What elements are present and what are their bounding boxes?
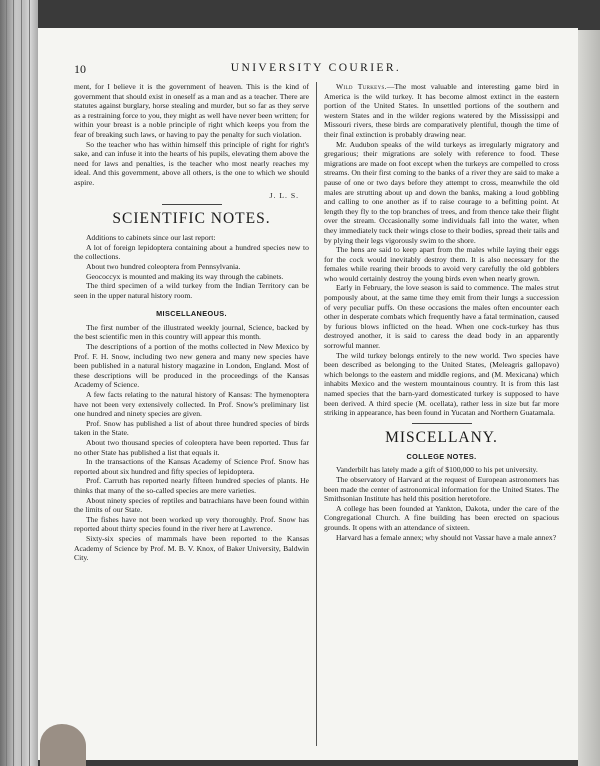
miscellaneous-paragraph: Prof. Carruth has reported nearly fifteen hundred species of plants. He thinks that many of the so-called species are mere varieties. (74, 476, 309, 495)
miscellaneous-paragraph: In the transactions of the Kansas Academy of Science Prof. Snow has reported about six hundred and fifty species of lepidoptera. (74, 457, 309, 476)
scientific-note-paragraph: Additions to cabinets since our last report: (86, 233, 216, 243)
next-page-edge (578, 30, 600, 766)
miscellaneous-heading: MISCELLANEOUS. (156, 309, 227, 319)
article-continuation-p2: So the teacher who has within himself this principle of right for right's sake, and can infuse it into the hearts of his pupils, elevating them above the need for laws and penalties, is the teacher who most nearly reaches my ideal. And this government, above all others, is the one to which we should aspire. (74, 139, 309, 187)
page-number: 10 (74, 62, 86, 76)
wild-turkeys-paragraph: The wild turkey belongs entirely to the new world. Two species have been described as belonging to the United States, (Meleagris gallopavo) which belongs to the eastern and middle regions, and (M. Mexicana) which inhabits Mexico and the western mountainous country. It is from this last named species that the barn-yard domesticated turkey is supposed to have been derived. A third specie (M. ocellata), rather less in size but far more striking in appearance, has been found in Yucatan and Northern Guatamala. (324, 350, 559, 418)
college-note-paragraph: A college has been founded at Yankton, Dakota, under the care of the Congregational Church. A fine building has been erected on spacious grounds. It opens with an attendance of sixteen. (324, 503, 559, 532)
scientific-notes-body (74, 233, 309, 300)
wild-turkeys-paragraph: Mr. Audubon speaks of the wild turkeys as irregularly migratory and gregarious; their migrations are solely with reference to food. These migrations are made on foot except when the turkeys are compelled to cross streams. On their first coming to the banks of a river they are said to make a pause of one or two days before they attempt to cross, meanwhile the old males are strutting about up and down the banks, making a loud gobbling and calling to one another as if to raise courage to a befitting point. At length they fly to the top branches of trees, and from thence take their flight over the stream. Occasionally some individuals fall into the water, when they immediately tuck their wings close to their bodies, spread their tails and by plying their legs vigorously swim to the shore. (324, 139, 559, 245)
scientific-notes-heading: SCIENTIFIC NOTES. (112, 210, 271, 228)
thumb (40, 724, 86, 766)
book-binding (0, 0, 38, 766)
left-column (74, 82, 309, 760)
college-notes-body (324, 465, 559, 542)
wild-turkeys-lead-paragraph: Wild Turkeys.—The most valuable and interesting game bird in America is the wild turkey. It has become almost extinct in the eastern portion of the United States. In unsettled portions of the southern and western States and in the wilder regions watered by the Mississippi and Missouri rivers, these birds are comparatively plentiful, though the time of their final extinction is probably drawing near. (324, 82, 559, 139)
scientific-note-paragraph: Geococcyx is mounted and making its way through the cabinets. (86, 271, 284, 281)
page-header (74, 62, 558, 78)
college-note-paragraph: The observatory of Harvard at the request of European astronomers has been made the center of astronomical information for the United States. The Smithsonian Institute has held this position heretofore. (324, 474, 559, 504)
college-notes-heading: COLLEGE NOTES. (406, 451, 477, 461)
miscellaneous-paragraph: About two thousand species of coleoptera have been reported. Thus far no other State has published a list that equals it. (74, 438, 309, 457)
miscellaneous-paragraph: Prof. Snow has published a list of about three hundred species of birds taken in the State. (74, 418, 309, 438)
miscellaneous-paragraph: A few facts relating to the natural history of Kansas: The hymenoptera have not been very extensively collected. In Prof. Snow's preliminary list one hundred and ninety species are given. (74, 390, 309, 419)
miscellaneous-paragraph: Sixty-six species of mammals have been reported to the Kansas Academy of Science by Prof. M. B. V. Knox, of Baker University, Baldwin City. (74, 533, 309, 563)
wild-turkeys-heading: Wild Turkeys. (336, 82, 387, 91)
miscellaneous-paragraph: The fishes have not been worked up very thoroughly. Prof. Snow has reported about thirty species found in the river here at Lawrence. (74, 514, 309, 534)
column-rule (316, 82, 317, 746)
miscellany-heading: MISCELLANY. (385, 428, 498, 446)
scientific-note-paragraph: About two hundred coleoptera from Pennsylvania. (86, 261, 241, 271)
wild-turkeys-body (324, 140, 559, 418)
right-column (324, 82, 559, 760)
section-divider (412, 423, 472, 424)
miscellaneous-body (74, 323, 309, 563)
wild-turkeys-paragraph: The hens are said to keep apart from the males while laying their eggs for the cock would inevitably destroy them. It is also necessary for the females while rearing their broods to avoid very carefully the old gobblers who would certainly destroy the young birds even when nearly grown. (324, 245, 559, 283)
miscellaneous-paragraph: About ninety species of reptiles and batrachians have been found within the limits of our State. (74, 495, 309, 515)
scientific-note-paragraph: A lot of foreign lepidoptera containing about a hundred species new to the collections. (74, 242, 309, 262)
miscellaneous-paragraph: The first number of the illustrated weekly journal, Science, backed by the best scientific men in this country will appear this month. (74, 322, 309, 342)
wild-turkeys-paragraph: Early in February, the love season is said to commence. The males strut pompously about, at the same time they emit from their lungs a succession of very peculiar puffs. On these occasions the males often encounter each other in desperate combats which frequently have a fatal termination, caused by furious blows inflicted on the head. When one cock-turkey has thus destroyed another, it is said to caress the dead body in an apparently sorrowful manner. (324, 283, 559, 351)
running-title: UNIVERSITY COURIER. (230, 62, 402, 74)
scientific-note-paragraph: The third specimen of a wild turkey from the Indian Territory can be seen in the upper natural history room. (74, 281, 309, 300)
article-continuation-p1: ment, for I believe it is the government of heaven. This is the kind of government that should exist in oneself as a man and as a teacher. There are statutes against burglary, horse stealing and murder, but so far as they serve as a restraining force to you, they might as well have never been written; for within your breast is a noble principle of right which keeps you from the fear of breaking such laws, or having to pay the penalty for such violation. (74, 82, 309, 139)
newspaper-page (38, 28, 578, 760)
miscellaneous-paragraph: The descriptions of a portion of the moths collected in New Mexico by Prof. F. H. Snow, including two new genera and many new species have been published in a natural history magazine in London, England. Most of these descriptions will be produced in the proceedings of the Kansas Academy of Science. (74, 342, 309, 390)
section-divider (162, 204, 222, 205)
article-signature: J. L. S. (269, 190, 299, 200)
college-note-paragraph: Harvard has a female annex; why should not Vassar have a male annex? (336, 532, 557, 542)
college-note-paragraph: Vanderbilt has lately made a gift of $100,000 to his pet university. (336, 465, 538, 475)
